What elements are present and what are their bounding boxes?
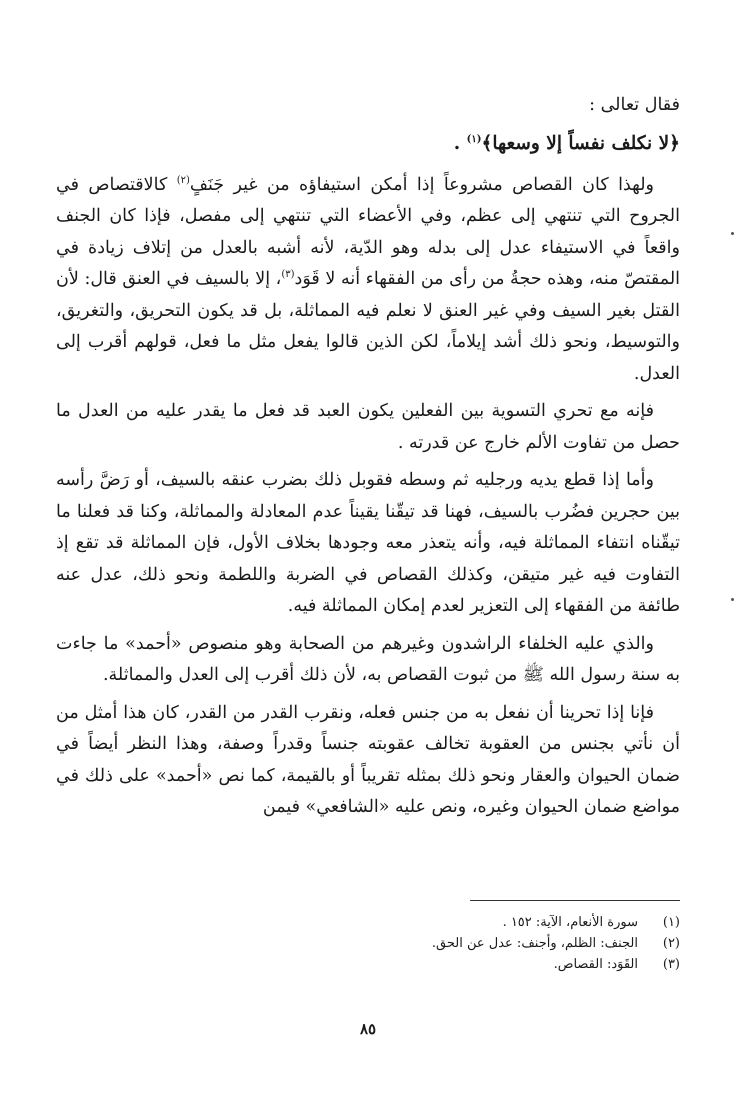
verse-open-bracket: ﴿: [669, 132, 680, 154]
paragraph-1-part-b: كالاقتصاص في الجروح التي تنتهي إلى عظم، وفي الأعضاء التي تنتهي إلى مفصل، فإذا كان الجنف واقعاً في الاستيفاء عدل إلى بدله وهو الدّية، لأنه أشبه بالعدل من إتلاف زيادة في المقتصّ منه، وهذه حجةُ من رأى من الفقهاء أنه لا قَوَد: [56, 174, 681, 289]
footnote-text: سورة الأنعام، الآية: ١٥٢ .: [502, 915, 638, 930]
footnote-2: [60, 933, 680, 954]
verse-text: لا نكلف نفساً إلا وسعها: [492, 132, 670, 154]
paragraph-2: فإنه مع تحري التسوية بين الفعلين يكون العبد قد فعل ما يقدر عليه من العدل ما حصل من تفاوت الألم خارج عن قدرته .: [56, 401, 680, 453]
footnote-number: (٢): [662, 936, 680, 951]
paragraph-1: [56, 170, 680, 391]
footnote-number: (١): [662, 915, 680, 930]
scan-edge-mark: [731, 232, 734, 235]
footnote-ref-2: (٢): [176, 174, 190, 186]
intro-line: فقال تعالى :: [589, 95, 680, 115]
footnote-text: الجنف: الظلم، وأجنف: عدل عن الحق.: [431, 936, 638, 951]
footnote-number: (٣): [662, 957, 680, 972]
footnote-ref-3: (٣): [281, 269, 295, 281]
footnote-1: [60, 912, 680, 933]
page-body: [56, 90, 680, 830]
footnotes: [60, 912, 680, 975]
quran-verse: [56, 128, 680, 160]
scan-edge-mark: [731, 598, 734, 601]
footnote-ref-1: (١): [466, 133, 482, 145]
paragraph-1-part-c: ، إلا بالسيف في العنق قال: لأن القتل بغير السيف وفي غير العنق لا نعلم فيه المماثلة، بل قد يكون التحريق، والتغريق، والتوسيط، ونحو ذلك أشد إيلاماً، لكن الذين قالوا يفعل مثل ما فعل، قولهم أقرب إلى العدل.: [56, 269, 680, 384]
paragraph-5: فإنا إذا تحرينا أن نفعل به من جنس فعله، ونقرب القدر من القدر، كان هذا أمثل من أن نأتي بجنس من العقوبة تخالف عقوبته جنساً وقدراً وصفة، وهذا النظر أيضاً في ضمان الحيوان والعقار ونحو ذلك بمثله تقريباً أو بالقيمة، كما نص «أحمد» على ذلك في مواضع ضمان الحيوان وغيره، ونص عليه «الشافعي» فيمن: [56, 702, 680, 817]
paragraph-3: وأما إذا قطع يديه ورجليه ثم وسطه فقوبل ذلك بضرب عنقه بالسيف، أو رَضَّ رأسه بين حجرين فضُرب بالسيف، فهنا قد تيقّنا يقيناً عدم المعادلة والمماثلة، وكنا قد فعلنا ما تيقّناه انتفاء المماثلة فيه، وأنه يتعذر معه وجودها بخلاف الأول، فإن المماثلة قد تقع إذ التفاوت فيه غير متيقن، وكذلك القصاص في الضربة واللطمة ونحو ذلك، عدل عنه طائفة من الفقهاء إلى التعزير لعدم إمكان المماثلة فيه.: [56, 470, 680, 616]
footnote-3: [60, 954, 680, 975]
footnote-text: القَوَد: القصاص.: [553, 957, 638, 972]
paragraph-1-part-a: ولهذا كان القصاص مشروعاً إذا أمكن استيفاؤه من غير جَنَفٍ: [189, 174, 654, 195]
verse-tail: .: [453, 132, 467, 154]
verse-close-bracket: ﴾: [481, 132, 493, 154]
paragraph-4: والذي عليه الخلفاء الراشدون وغيرهم من الصحابة وهو منصوص «أحمد» ما جاءت به سنة رسول الله ﷺ من ثبوت القصاص به، لأن ذلك أقرب إلى العدل والمماثلة.: [56, 633, 680, 685]
footnote-divider: [470, 900, 680, 901]
page-number: ٨٥: [359, 1020, 377, 1038]
